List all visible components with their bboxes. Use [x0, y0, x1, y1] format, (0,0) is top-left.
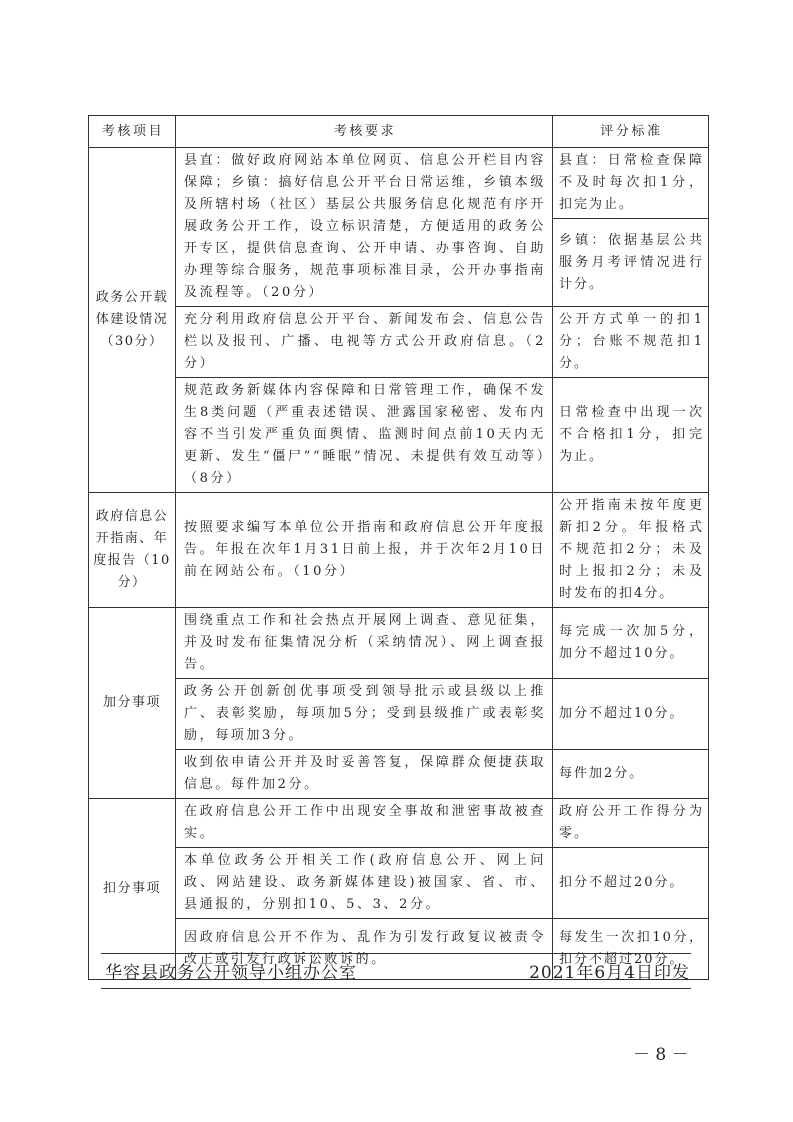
table-header-row	[89, 116, 709, 148]
section-item: 政务公开载体建设情况（30分）	[89, 148, 176, 493]
criteria-cell: 日常检查中出现一次不合格扣1分，扣完为止。	[553, 378, 709, 493]
table-row	[89, 750, 709, 799]
requirement-cell: 在政府信息公开工作中出现安全事故和泄密事故被查实。	[176, 799, 553, 848]
criteria-cell: 加分不超过10分。	[553, 679, 709, 750]
requirement-cell: 收到依申请公开并及时妥善答复，保障群众便捷获取信息。每件加2分。	[176, 750, 553, 799]
criteria-cell: 乡镇：依据基层公共服务月考评情况进行计分。	[553, 219, 709, 307]
requirement-cell: 充分利用政府信息公开平台、新闻发布会、信息公告栏以及报刊、广播、电视等方式公开政府信息。（2分）	[176, 307, 553, 378]
footer-top-rule	[101, 953, 691, 954]
criteria-cell: 公开方式单一的扣1分；台账不规范扣1分。	[553, 307, 709, 378]
criteria-cell: 公开指南未按年度更新扣2分。年报格式不规范扣2分；未及时上报扣2分；未及时发布的扣4分。	[553, 493, 709, 608]
header-requirement: 考核要求	[176, 116, 553, 148]
table-row	[89, 679, 709, 750]
criteria-cell: 每完成一次加5分，加分不超过10分。	[553, 608, 709, 679]
criteria-cell: 政府公开工作得分为零。	[553, 799, 709, 848]
criteria-cell: 县直：日常检查保障不及时每次扣1分，扣完为止。	[553, 148, 709, 219]
table-row	[89, 493, 709, 608]
table-row	[89, 148, 709, 219]
page-number: － 8 －	[633, 1045, 689, 1065]
table-row	[89, 378, 709, 493]
requirement-cell: 按照要求编写本单位公开指南和政府信息公开年度报告。年报在次年1月31日前上报，并于次年2月10日前在网站公布。（10分）	[176, 493, 553, 608]
table-row	[89, 307, 709, 378]
header-criteria: 评分标准	[553, 116, 709, 148]
requirement-cell: 规范政务新媒体内容保障和日常管理工作，确保不发生8类问题（严重表述错误、泄露国家秘密、发布内容不当引发严重负面舆情、监测时间点前10天内无更新、发生“僵尸”“睡眠”情况、未提供有效互动等）（8分）	[176, 378, 553, 493]
requirement-cell: 县直：做好政府网站本单位网页、信息公开栏目内容保障；乡镇：搞好信息公开平台日常运维，乡镇本级及所辖村场（社区）基层公共服务信息化规范有序开展政务公开工作，设立标识清楚，方便适用的政务公开专区，提供信息查询、公开申请、办事咨询、自助办理等综合服务，规范事项标准目录，公开办事指南及流程等。（20分）	[176, 148, 553, 307]
section-item: 加分事项	[89, 608, 176, 799]
issue-date: 2021年6月4日印发	[529, 963, 690, 983]
issuing-office: 华容县政务公开领导小组办公室	[105, 963, 357, 983]
table-row	[89, 848, 709, 919]
criteria-cell: 每件加2分。	[553, 750, 709, 799]
section-item: 扣分事项	[89, 799, 176, 980]
requirement-cell: 围绕重点工作和社会热点开展网上调查、意见征集，并及时发布征集情况分析（采纳情况）、网上调查报告。	[176, 608, 553, 679]
footer	[105, 958, 690, 983]
header-item: 考核项目	[89, 116, 176, 148]
section-item: 政府信息公开指南、年度报告（10分）	[89, 493, 176, 608]
requirement-cell: 因政府信息公开不作为、乱作为引发行政复议被责令改正或引发行政诉讼败诉的。	[176, 919, 553, 980]
requirement-cell: 本单位政务公开相关工作(政府信息公开、网上问政、网站建设、政务新媒体建设)被国家、省、市、县通报的，分别扣10、5、3、2分。	[176, 848, 553, 919]
assessment-table	[88, 115, 709, 980]
table-row	[89, 608, 709, 679]
requirement-cell: 政务公开创新创优事项受到领导批示或县级以上推广、表彰奖励，每项加5分；受到县级推广或表彰奖励，每项加3分。	[176, 679, 553, 750]
criteria-cell: 每发生一次扣10分，扣分不超过20分。	[553, 919, 709, 980]
table-row	[89, 799, 709, 848]
footer-bottom-rule	[101, 988, 691, 989]
criteria-cell: 扣分不超过20分。	[553, 848, 709, 919]
